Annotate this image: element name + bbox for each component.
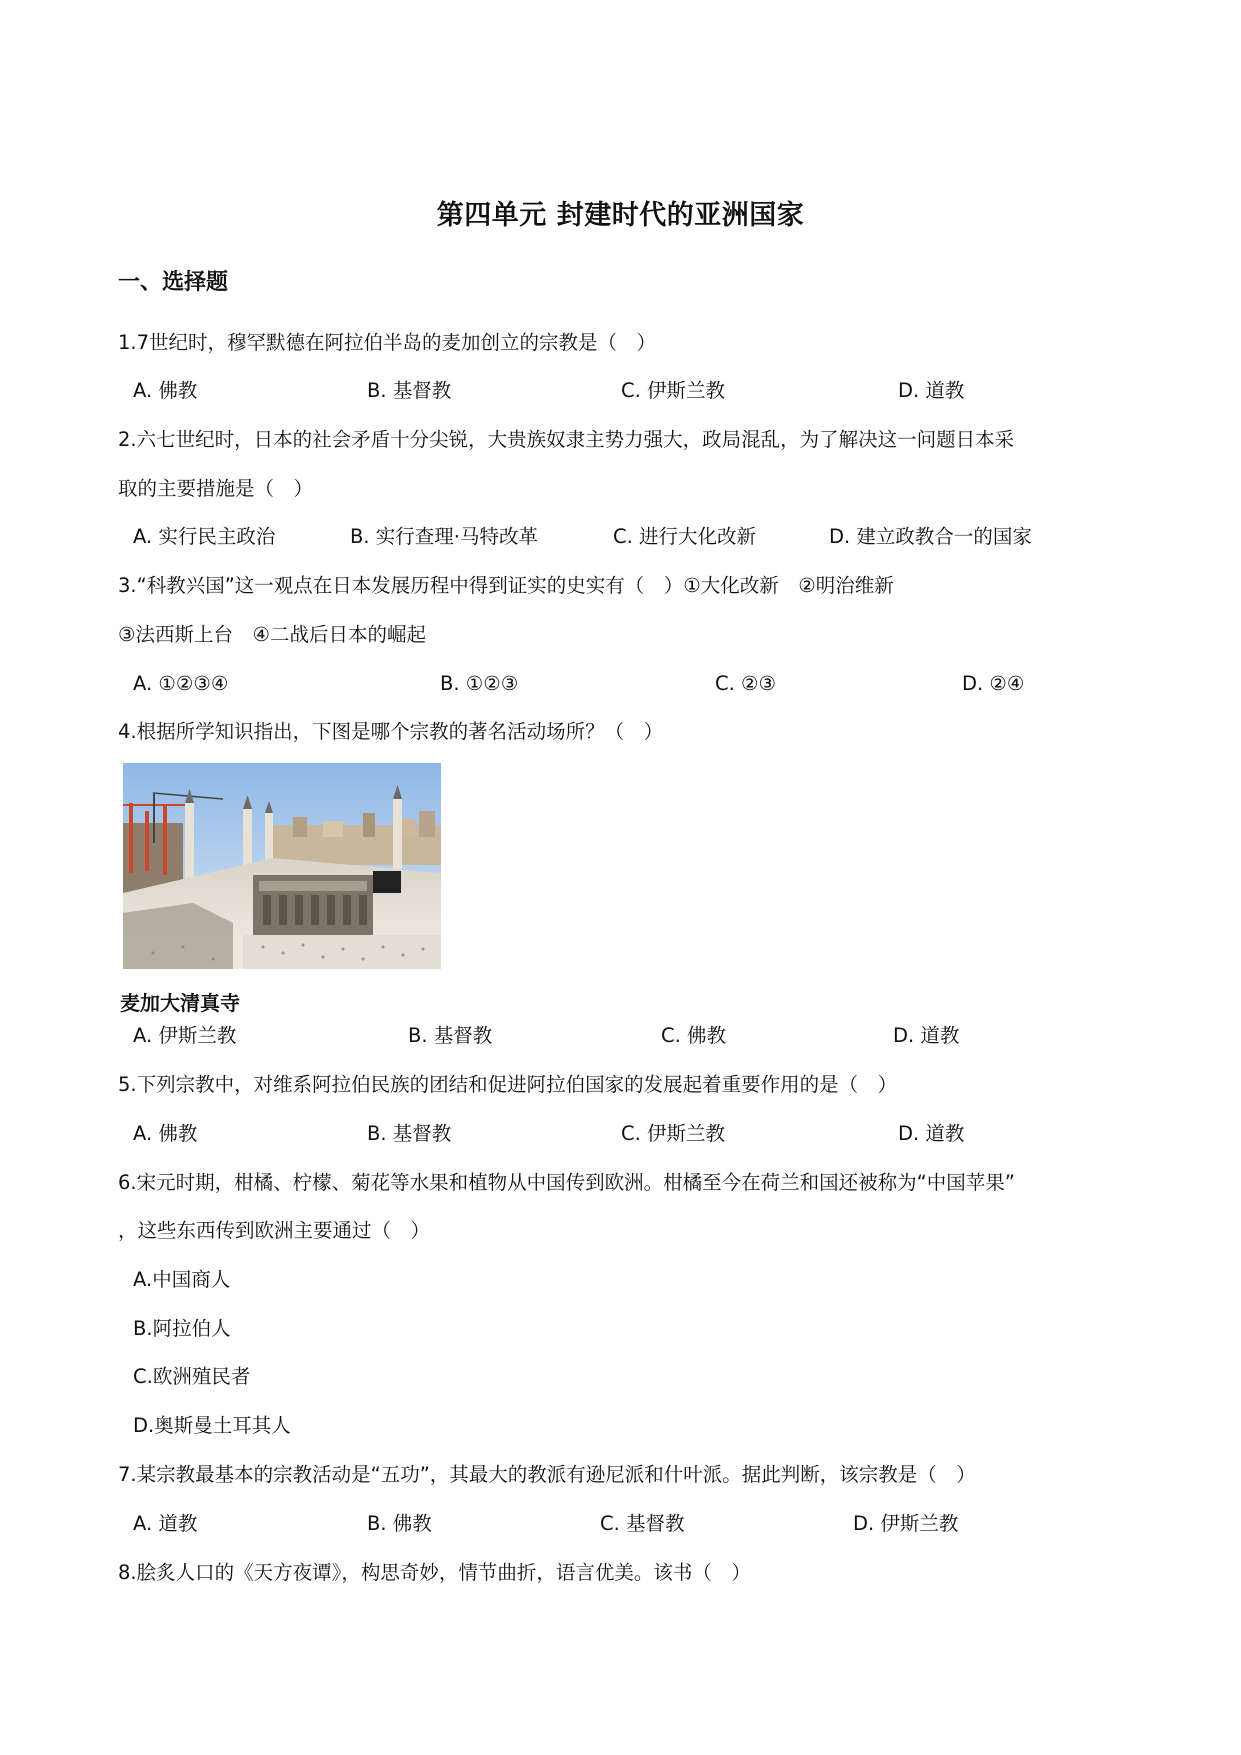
q3-option-c[interactable]: C. ②③ [715,672,776,695]
q7-option-c[interactable]: C. 基督教 [600,1512,685,1535]
q7-option-d[interactable]: D. 伊斯兰教 [853,1512,959,1535]
question-3-stem-line1: 3.“科教兴国”这一观点在日本发展历程中得到证实的史实有（ ）①大化改新 ②明治维新 [118,574,894,597]
question-1-stem: 1.7世纪时，穆罕默德在阿拉伯半岛的麦加创立的宗教是（ ） [118,331,657,354]
q5-option-a[interactable]: A. 佛教 [133,1122,198,1145]
question-6-stem-line2: ，这些东西传到欧洲主要通过（ ） [118,1219,431,1242]
q2-option-b[interactable]: B. 实行查理·马特改革 [350,525,538,548]
q1-option-d[interactable]: D. 道教 [898,379,965,402]
question-8-stem: 8.脍炙人口的《天方夜谭》，构思奇妙，情节曲折，语言优美。该书（ ） [118,1561,751,1584]
q3-option-a[interactable]: A. ①②③④ [133,672,229,695]
section-heading: 一、选择题 [118,270,229,295]
page-title: 第四单元 封建时代的亚洲国家 [436,200,805,231]
q5-option-b[interactable]: B. 基督教 [367,1122,452,1145]
question-2-stem-line1: 2.六七世纪时，日本的社会矛盾十分尖锐，大贵族奴隶主势力强大，政局混乱，为了解决这一问题日本采 [118,428,1015,451]
q2-option-c[interactable]: C. 进行大化改新 [613,525,757,548]
question-3-stem-line2: ③法西斯上台 ④二战后日本的崛起 [118,623,426,646]
q1-option-c[interactable]: C. 伊斯兰教 [621,379,726,402]
q2-option-d[interactable]: D. 建立政教合一的国家 [829,525,1032,548]
q1-option-a[interactable]: A. 佛教 [133,379,198,402]
question-6-stem-line1: 6.宋元时期，柑橘、柠檬、菊花等水果和植物从中国传到欧洲。柑橘至今在荷兰和国还被称为“中国苹果” [118,1171,1015,1194]
q5-option-d[interactable]: D. 道教 [898,1122,965,1145]
q6-option-b[interactable]: B.阿拉伯人 [133,1317,231,1340]
q3-option-b[interactable]: B. ①②③ [440,672,519,695]
question-4-stem: 4.根据所学知识指出，下图是哪个宗教的著名活动场所？（ ） [118,720,664,743]
question-7-stem: 7.某宗教最基本的宗教活动是“五功”，其最大的教派有逊尼派和什叶派。据此判断，该宗教是（ ） [118,1463,976,1486]
q1-option-b[interactable]: B. 基督教 [367,379,452,402]
question-2-stem-line2: 取的主要措施是（ ） [118,477,314,500]
q7-option-a[interactable]: A. 道教 [133,1512,198,1535]
q4-option-a[interactable]: A. 伊斯兰教 [133,1024,237,1047]
mecca-mosque-photo [123,763,441,969]
q6-option-a[interactable]: A.中国商人 [133,1268,231,1291]
q3-option-d[interactable]: D. ②④ [962,672,1025,695]
q4-option-c[interactable]: C. 佛教 [661,1024,727,1047]
q4-option-b[interactable]: B. 基督教 [408,1024,493,1047]
q2-option-a[interactable]: A. 实行民主政治 [133,525,276,548]
q5-option-c[interactable]: C. 伊斯兰教 [621,1122,726,1145]
q6-option-c[interactable]: C.欧洲殖民者 [133,1365,251,1388]
question-5-stem: 5.下列宗教中，对维系阿拉伯民族的团结和促进阿拉伯国家的发展起着重要作用的是（ ） [118,1073,898,1096]
image-caption: 麦加大清真寺 [120,991,240,1015]
q7-option-b[interactable]: B. 佛教 [367,1512,432,1535]
q4-option-d[interactable]: D. 道教 [893,1024,960,1047]
q6-option-d[interactable]: D.奥斯曼土耳其人 [133,1414,291,1437]
